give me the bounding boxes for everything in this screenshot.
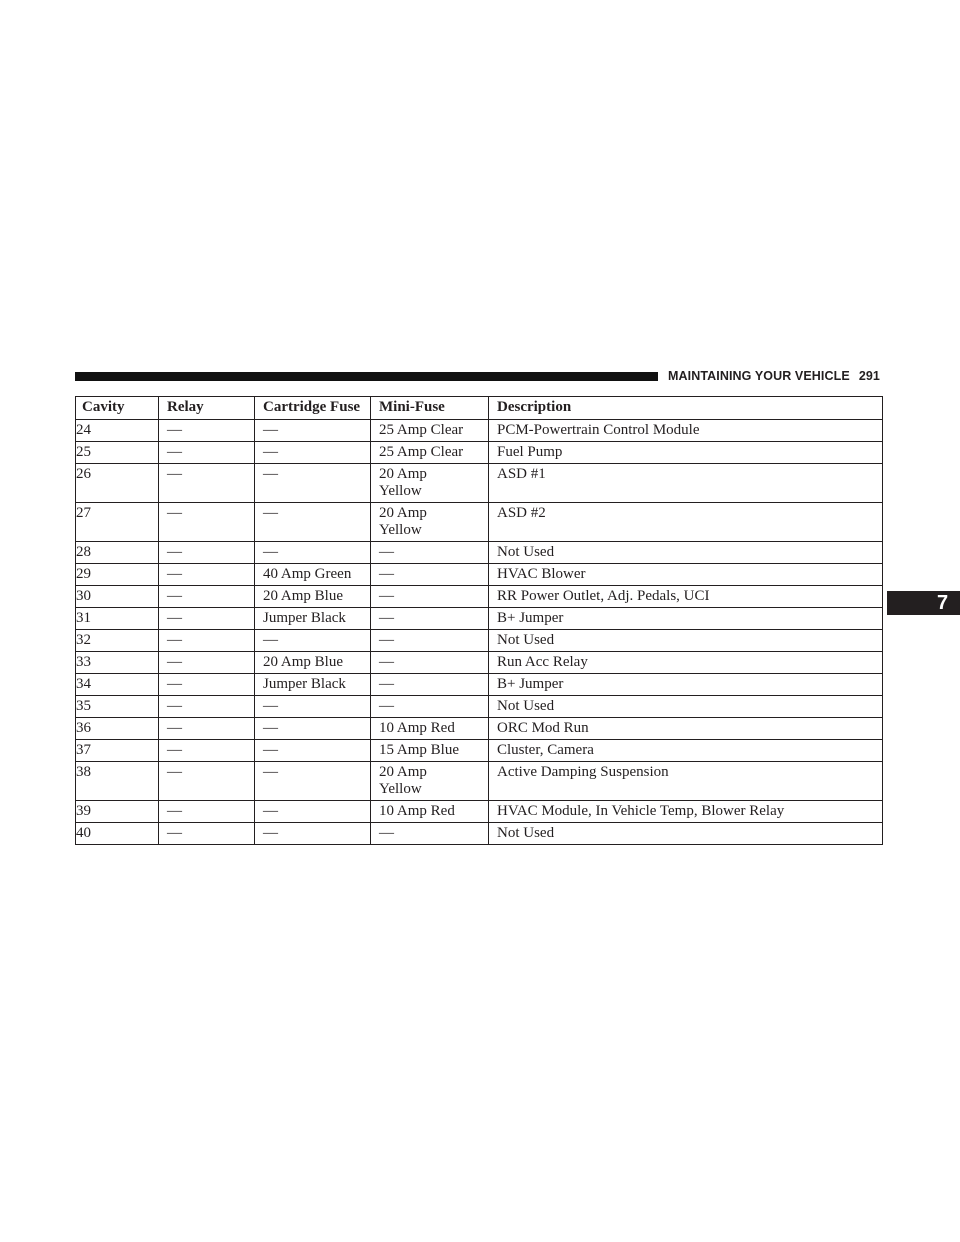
table-row	[76, 801, 883, 823]
description-cell: B+ Jumper	[489, 608, 883, 630]
chapter-tab[interactable]: 7	[887, 591, 960, 615]
relay-cell: —	[159, 652, 255, 674]
cartridge-fuse-cell: —	[255, 503, 371, 542]
table-row	[76, 420, 883, 442]
description-cell: Run Acc Relay	[489, 652, 883, 674]
table-row	[76, 652, 883, 674]
cartridge-fuse-cell: 20 Amp Blue	[255, 652, 371, 674]
description-cell: Active Damping Suspension	[489, 762, 883, 801]
relay-cell: —	[159, 420, 255, 442]
table-row	[76, 630, 883, 652]
mini-fuse-cell: 20 Amp Yellow	[371, 762, 489, 801]
mini-fuse-cell: 25 Amp Clear	[371, 420, 489, 442]
column-header-description: Description	[489, 397, 883, 420]
cartridge-fuse-cell: —	[255, 718, 371, 740]
relay-cell: —	[159, 608, 255, 630]
description-cell: Cluster, Camera	[489, 740, 883, 762]
description-cell: Not Used	[489, 542, 883, 564]
description-cell: Not Used	[489, 823, 883, 845]
table-row	[76, 823, 883, 845]
cavity-cell: 33	[76, 652, 159, 674]
relay-cell: —	[159, 564, 255, 586]
table-row	[76, 718, 883, 740]
description-cell: Not Used	[489, 630, 883, 652]
relay-cell: —	[159, 503, 255, 542]
relay-cell: —	[159, 801, 255, 823]
relay-cell: —	[159, 762, 255, 801]
running-header	[668, 367, 880, 385]
table-header-row	[76, 397, 883, 420]
cavity-cell: 29	[76, 564, 159, 586]
description-cell: ORC Mod Run	[489, 718, 883, 740]
relay-cell: —	[159, 586, 255, 608]
table-row	[76, 442, 883, 464]
description-cell: HVAC Module, In Vehicle Temp, Blower Relay	[489, 801, 883, 823]
table-row	[76, 586, 883, 608]
cavity-cell: 27	[76, 503, 159, 542]
cavity-cell: 38	[76, 762, 159, 801]
description-cell: HVAC Blower	[489, 564, 883, 586]
cavity-cell: 37	[76, 740, 159, 762]
cartridge-fuse-cell: —	[255, 696, 371, 718]
relay-cell: —	[159, 630, 255, 652]
description-cell: RR Power Outlet, Adj. Pedals, UCI	[489, 586, 883, 608]
cartridge-fuse-cell: —	[255, 801, 371, 823]
header-rule-bar	[75, 372, 658, 381]
description-cell: Fuel Pump	[489, 442, 883, 464]
mini-fuse-cell: —	[371, 564, 489, 586]
table-row	[76, 608, 883, 630]
mini-fuse-cell: 10 Amp Red	[371, 801, 489, 823]
mini-fuse-cell: —	[371, 630, 489, 652]
cavity-cell: 35	[76, 696, 159, 718]
cartridge-fuse-cell: 40 Amp Green	[255, 564, 371, 586]
table-row	[76, 464, 883, 503]
table-row	[76, 503, 883, 542]
cartridge-fuse-cell: —	[255, 464, 371, 503]
relay-cell: —	[159, 674, 255, 696]
description-cell: PCM-Powertrain Control Module	[489, 420, 883, 442]
relay-cell: —	[159, 542, 255, 564]
relay-cell: —	[159, 740, 255, 762]
mini-fuse-cell: —	[371, 674, 489, 696]
column-header-cavity: Cavity	[76, 397, 159, 420]
section-title: MAINTAINING YOUR VEHICLE	[668, 369, 850, 383]
cavity-cell: 40	[76, 823, 159, 845]
column-header-cartridge-fuse: Cartridge Fuse	[255, 397, 371, 420]
cartridge-fuse-cell: 20 Amp Blue	[255, 586, 371, 608]
cavity-cell: 26	[76, 464, 159, 503]
relay-cell: —	[159, 442, 255, 464]
table-row	[76, 542, 883, 564]
mini-fuse-cell: 10 Amp Red	[371, 718, 489, 740]
description-cell: Not Used	[489, 696, 883, 718]
cartridge-fuse-cell: Jumper Black	[255, 608, 371, 630]
cartridge-fuse-cell: —	[255, 542, 371, 564]
description-cell: ASD #1	[489, 464, 883, 503]
relay-cell: —	[159, 718, 255, 740]
cavity-cell: 32	[76, 630, 159, 652]
cartridge-fuse-cell: Jumper Black	[255, 674, 371, 696]
table-body	[76, 420, 883, 845]
table-row	[76, 740, 883, 762]
mini-fuse-cell: 20 Amp Yellow	[371, 503, 489, 542]
description-cell: ASD #2	[489, 503, 883, 542]
cartridge-fuse-cell: —	[255, 630, 371, 652]
cavity-cell: 34	[76, 674, 159, 696]
relay-cell: —	[159, 464, 255, 503]
column-header-mini-fuse: Mini-Fuse	[371, 397, 489, 420]
description-cell: B+ Jumper	[489, 674, 883, 696]
mini-fuse-cell: —	[371, 542, 489, 564]
cartridge-fuse-cell: —	[255, 823, 371, 845]
cavity-cell: 39	[76, 801, 159, 823]
cavity-cell: 25	[76, 442, 159, 464]
relay-cell: —	[159, 696, 255, 718]
cartridge-fuse-cell: —	[255, 740, 371, 762]
cartridge-fuse-cell: —	[255, 442, 371, 464]
column-header-relay: Relay	[159, 397, 255, 420]
cavity-cell: 30	[76, 586, 159, 608]
relay-cell: —	[159, 823, 255, 845]
mini-fuse-cell: 25 Amp Clear	[371, 442, 489, 464]
mini-fuse-cell: —	[371, 652, 489, 674]
table-row	[76, 564, 883, 586]
table-row	[76, 674, 883, 696]
cavity-cell: 31	[76, 608, 159, 630]
mini-fuse-cell: 15 Amp Blue	[371, 740, 489, 762]
cartridge-fuse-cell: —	[255, 762, 371, 801]
mini-fuse-cell: —	[371, 696, 489, 718]
page-number: 291	[858, 369, 880, 383]
cavity-cell: 36	[76, 718, 159, 740]
cavity-cell: 24	[76, 420, 159, 442]
mini-fuse-cell: —	[371, 586, 489, 608]
mini-fuse-cell: —	[371, 823, 489, 845]
fuse-cavity-table	[75, 396, 883, 845]
table-row	[76, 762, 883, 801]
mini-fuse-cell: —	[371, 608, 489, 630]
cartridge-fuse-cell: —	[255, 420, 371, 442]
mini-fuse-cell: 20 Amp Yellow	[371, 464, 489, 503]
cavity-cell: 28	[76, 542, 159, 564]
table-row	[76, 696, 883, 718]
